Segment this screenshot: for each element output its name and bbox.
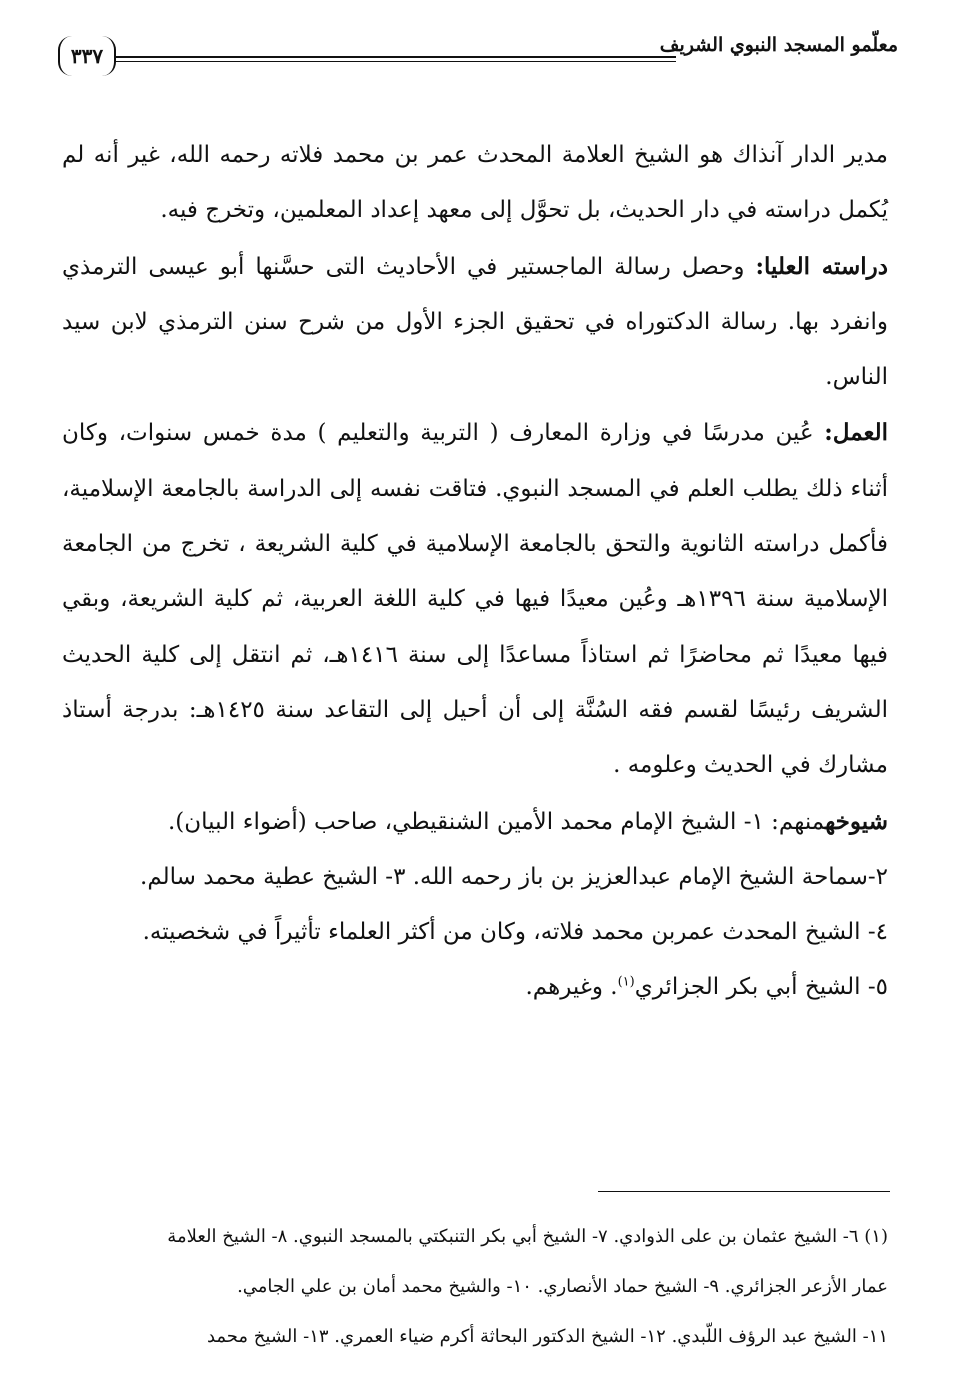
page-number: ٣٣٧ xyxy=(58,36,116,76)
work-text: عُين مدرسًا في وزارة المعارف ( التربية والتعليم ) مدة خمس سنوات، وكان أثناء ذلك يطلب العلم في المسجد النبوي. فتاقت نفسه إلى الدراسة بالجامعة الإسلامية، فأكمل دراسته الثانوية والتحق بالجامعة الإسلامية في كلية الشريعة ، تخرج من الجامعة الإسلامية سنة ١٣٩٦هـ وعُين معيدًا فيها في كلية اللغة العربية، ثم كلية الشريعة، وبقي فيها معيدًا ثم محاضرًا ثم استاذاً مساعدًا إلى سنة ١٤١٦هـ، ثم انتقل إلى كلية الحديث الشريف رئيسًا لقسم فقه السُنَّة إلى أن أحيل إلى التقاعد سنة ١٤٢٥هـ: بدرجة أستاذ مشارك في الحديث وعلومه . xyxy=(62,420,889,779)
footnote-line-3: ١١- الشيخ عبد الرؤف اللّبدي. ١٢- الشيخ الدكتور البحاثة أكرم ضياء العمري. ١٣- الشيخ محمد xyxy=(206,1326,888,1347)
header-rule-thin xyxy=(114,61,676,62)
footnote-marker[interactable]: (١) xyxy=(617,974,635,990)
section-label-higher-studies: دراسته العليا: xyxy=(755,252,888,280)
higher-studies-text: وحصل رسالة الماجستير في الأحاديث التى حسَّنها أبو عيسى الترمذي وانفرد بها. رسالة الدكتوراه في تحقيق الجزء الأول من شرح سنن الترمذي لابن سيد الناس. xyxy=(62,253,888,391)
footnotes xyxy=(62,1212,888,1362)
teacher-line-5 xyxy=(62,960,888,1015)
teacher-line-2: ٢-سماحة الشيخ الإمام عبدالعزيز بن باز رحمه الله. ٣- الشيخ عطية محمد سالم. xyxy=(140,863,888,890)
footnote-line-1: (١) ٦- الشيخ عثمان بن على الذوادي. ٧- الشيخ أبي بكر التنبكتي بالمسجد النبوي. ٨- الشيخ العلامة xyxy=(167,1226,888,1247)
header-title: معلّمو المسجد النبوي الشريف xyxy=(659,34,898,56)
section-label-work: العمل: xyxy=(824,419,888,447)
teacher-5-text: ٥- الشيخ أبي بكر الجزائري xyxy=(634,974,888,1001)
paragraph-work xyxy=(62,405,888,793)
footnote-line-2: عمار الأزعر الجزائري. ٩- الشيخ حماد الأنصاري. ١٠- والشيخ محمد أمان بن علي الجامي. xyxy=(237,1276,888,1297)
teachers-intro-text: منهم: ١- الشيخ الإمام محمد الأمين الشنقيطي، صاحب (أضواء البيان). xyxy=(167,808,826,835)
paragraph-teachers xyxy=(62,794,888,850)
section-label-teachers: شيوخه xyxy=(825,807,888,835)
header-rule xyxy=(114,56,676,58)
paragraph-intro: مدير الدار آنذاك هو الشيخ العلامة المحدث عمر بن محمد فلاته رحمه الله، غير أنه لم يُكمل دراسته في دار الحديث، بل تحوَّل إلى معهد إعداد المعلمين، وتخرج فيه. xyxy=(62,142,888,224)
paragraph-higher-studies xyxy=(62,239,888,406)
footnote-separator xyxy=(598,1191,890,1192)
teacher-5-ending: . وغيرهم. xyxy=(525,974,618,1001)
main-text xyxy=(62,128,888,1016)
running-header xyxy=(58,32,898,78)
teacher-line-4: ٤- الشيخ المحدث عمربن محمد فلاته، وكان من أكثر العلماء تأثيراً في شخصيته. xyxy=(142,919,888,946)
